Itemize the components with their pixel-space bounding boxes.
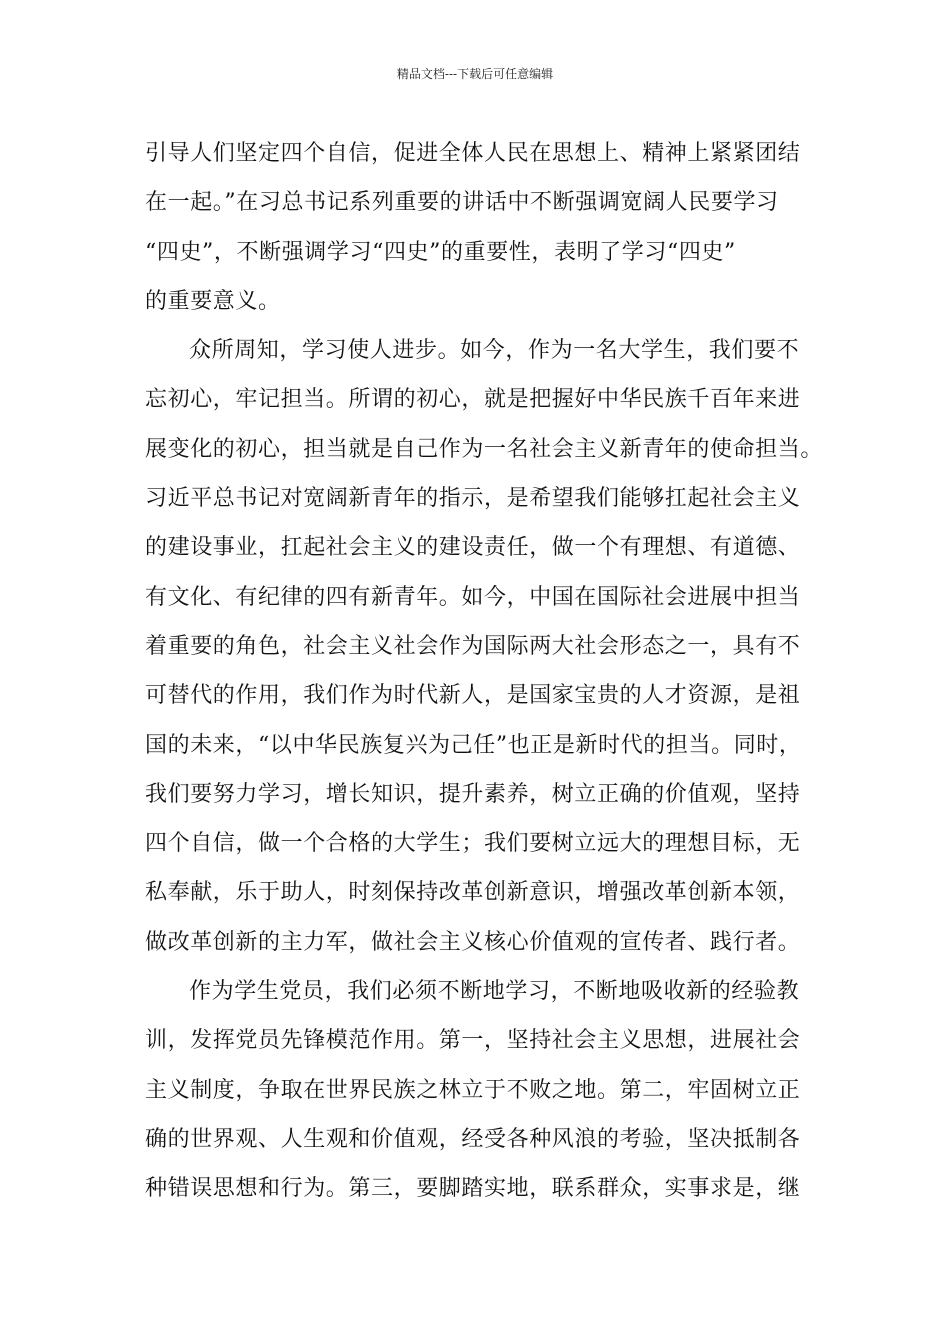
page-header: 精品文档---下载后可任意编辑 — [396, 67, 554, 81]
text-line: 我们要努力学习，增长知识，提升素养，树立正确的价值观，坚持 — [145, 781, 801, 807]
text-line: 着重要的角色，社会主义社会作为国际两大社会形态之一，具有不 — [145, 633, 801, 659]
text-line: 确的世界观、人生观和价值观，经受各种风浪的考验，坚决抵制各 — [145, 1126, 801, 1152]
text-line: 的重要意义。 — [145, 288, 281, 314]
paragraph-first-line: 众所周知，学习使人进步。如今，作为一名大学生，我们要不 — [189, 338, 800, 364]
text-line: 主义制度，争取在世界民族之林立于不败之地。第二，牢固树立正 — [145, 1077, 801, 1103]
text-line: 习近平总书记对宽阔新青年的指示，是希望我们能够扛起社会主义 — [145, 486, 801, 512]
text-line: 四个自信，做一个合格的大学生；我们要树立远大的理想目标，无 — [145, 831, 801, 857]
paragraph-first-line: 作为学生党员，我们必须不断地学习，不断地吸收新的经验教 — [189, 979, 800, 1005]
text-line: 训，发挥党员先锋模范作用。第一，坚持社会主义思想，进展社会 — [145, 1028, 801, 1054]
text-line: “四史”，不断强调学习“四史”的重要性，表明了学习“四史” — [145, 239, 736, 265]
text-line: 在一起。”在习总书记系列重要的讲话中不断强调宽阔人民要学习 — [145, 190, 779, 216]
text-line: 国的未来，“以中华民族复兴为己任”也正是新时代的担当。同时， — [145, 732, 802, 758]
text-line: 的建设事业，扛起社会主义的建设责任，做一个有理想、有道德、 — [145, 535, 801, 561]
text-line: 私奉献，乐于助人，时刻保持改革创新意识，增强改革创新本领， — [145, 880, 801, 906]
text-line: 忘初心，牢记担当。所谓的初心，就是把握好中华民族千百年来进 — [145, 387, 801, 413]
text-line: 展变化的初心，担当就是自己作为一名社会主义新青年的使命担当。 — [145, 436, 824, 462]
text-line: 种错误思想和行为。第三，要脚踏实地，联系群众，实事求是，继 — [145, 1176, 801, 1202]
text-line: 引导人们坚定四个自信，促进全体人民在思想上、精神上紧紧团结 — [145, 141, 801, 166]
text-line: 做改革创新的主力军，做社会主义核心价值观的宣传者、践行者。 — [145, 929, 801, 955]
text-line: 可替代的作用，我们作为时代新人，是国家宝贵的人才资源，是祖 — [145, 683, 801, 709]
text-line: 有文化、有纪律的四有新青年。如今，中国在国际社会进展中担当 — [145, 584, 801, 610]
document-body — [145, 129, 824, 1214]
